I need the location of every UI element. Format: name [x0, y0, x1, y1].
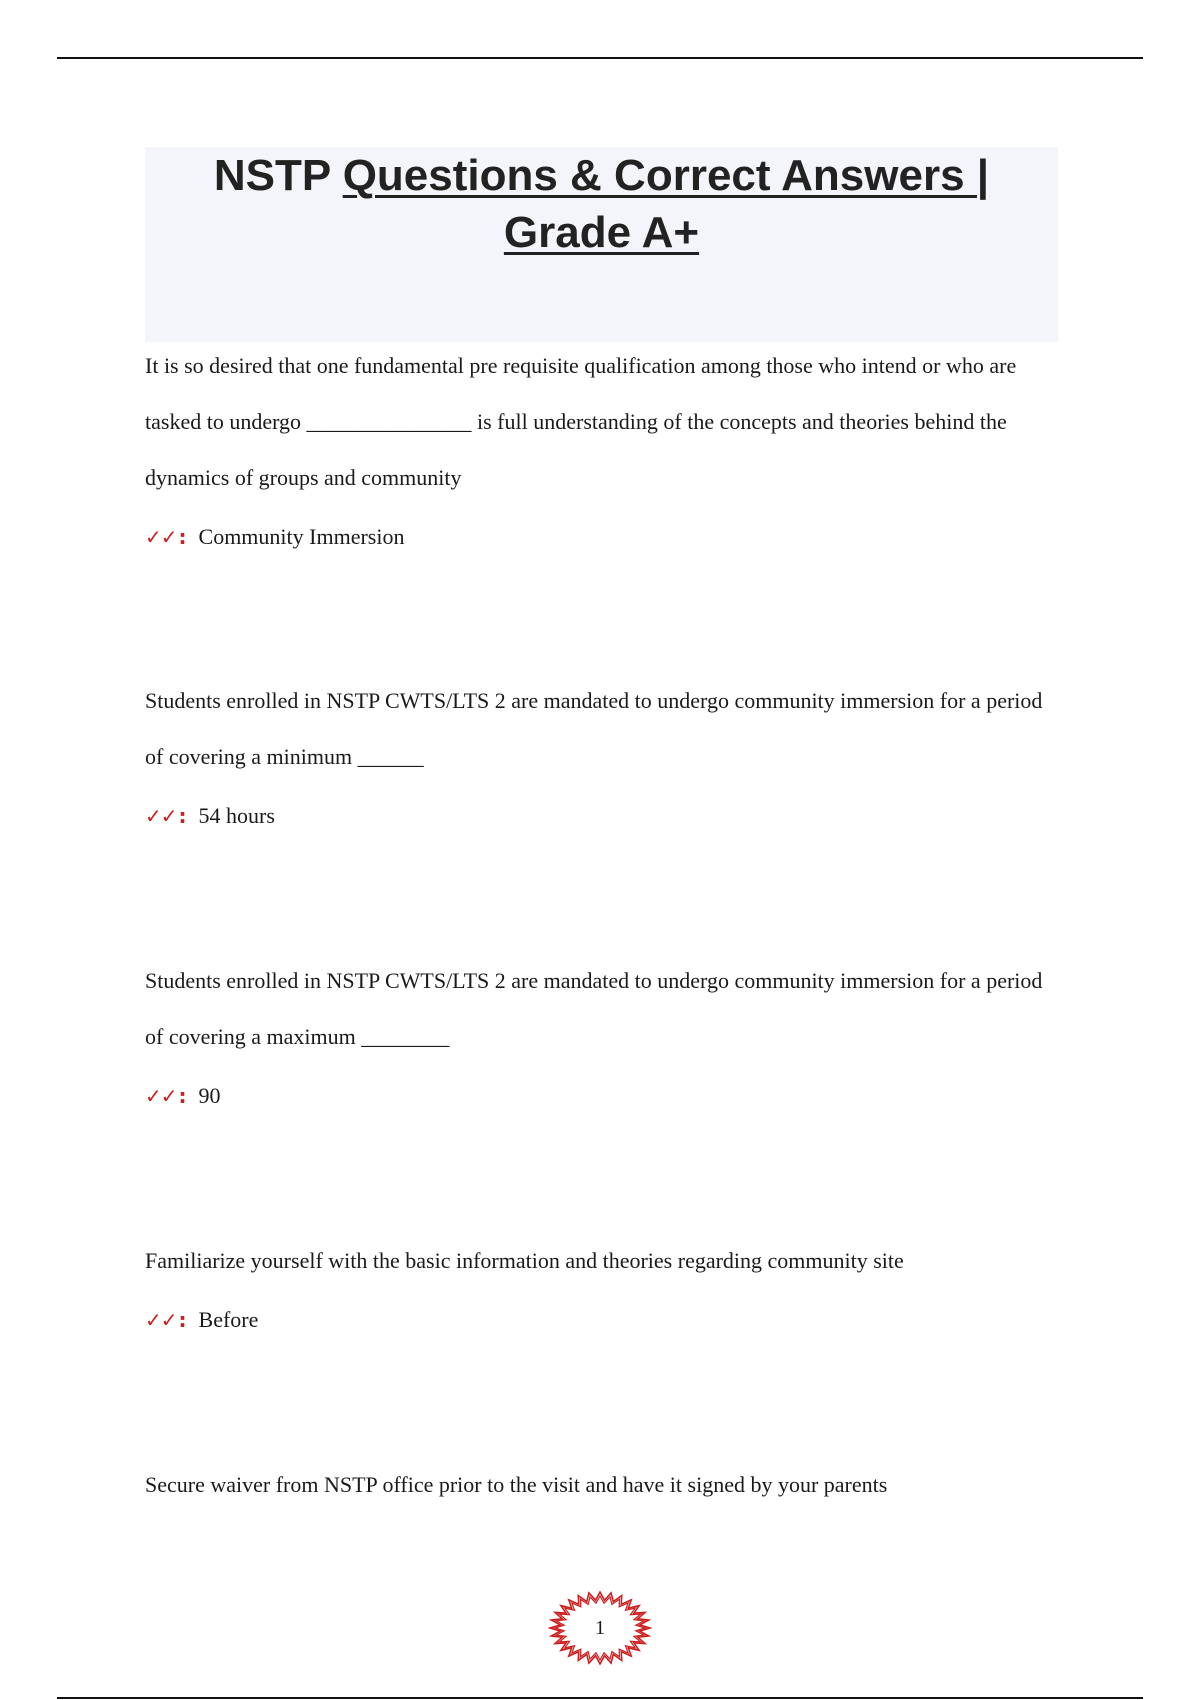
page-number: 1: [595, 1617, 605, 1639]
bottom-rule: [57, 1697, 1143, 1699]
answer-colon: :: [178, 525, 187, 549]
page-number-badge: [548, 1590, 652, 1666]
double-check-icon: ✓✓: [145, 1308, 177, 1332]
double-check-icon: ✓✓: [145, 1084, 177, 1108]
answer-colon: :: [178, 804, 187, 828]
answer-colon: :: [178, 1084, 187, 1108]
qa-item-5: [145, 1457, 1065, 1513]
answer-row: [145, 1305, 1065, 1335]
qa-item-3: [145, 953, 1065, 1233]
answer-row: [145, 801, 1065, 831]
answer-text: Before: [198, 1307, 259, 1332]
qa-item-1: [145, 338, 1065, 673]
answer-row: [145, 1081, 1065, 1111]
question-text: Familiarize yourself with the basic information and theories regarding community site: [145, 1248, 904, 1273]
question-text: Secure waiver from NSTP office prior to the visit and have it signed by your parents: [145, 1472, 888, 1497]
answer-colon: :: [178, 1308, 187, 1332]
title-prefix: NSTP: [213, 151, 343, 200]
question-text: Students enrolled in NSTP CWTS/LTS 2 are mandated to undergo community immersion for a period of covering a maximum ________: [145, 968, 1043, 1049]
double-check-icon: ✓✓: [145, 525, 177, 549]
qa-list: [145, 338, 1065, 1513]
question-text: Students enrolled in NSTP CWTS/LTS 2 are mandated to undergo community immersion for a period of covering a minimum ______: [145, 688, 1043, 769]
question-text: It is so desired that one fundamental pre requisite qualification among those who intend or who are tasked to undergo _______________ is full understanding of the concepts and theories behind the dynamics of groups and community: [145, 353, 1017, 490]
answer-text: 54 hours: [198, 803, 275, 828]
qa-item-4: [145, 1233, 1065, 1457]
document-title: [145, 147, 1058, 261]
qa-item-2: [145, 673, 1065, 953]
answer-row: [145, 522, 1065, 552]
double-check-icon: ✓✓: [145, 804, 177, 828]
title-banner: [145, 147, 1058, 342]
answer-text: 90: [198, 1083, 221, 1108]
title-link[interactable]: Questions & Correct Answers | Grade A+: [342, 151, 990, 257]
top-rule: [57, 57, 1143, 59]
answer-text: Community Immersion: [198, 524, 405, 549]
